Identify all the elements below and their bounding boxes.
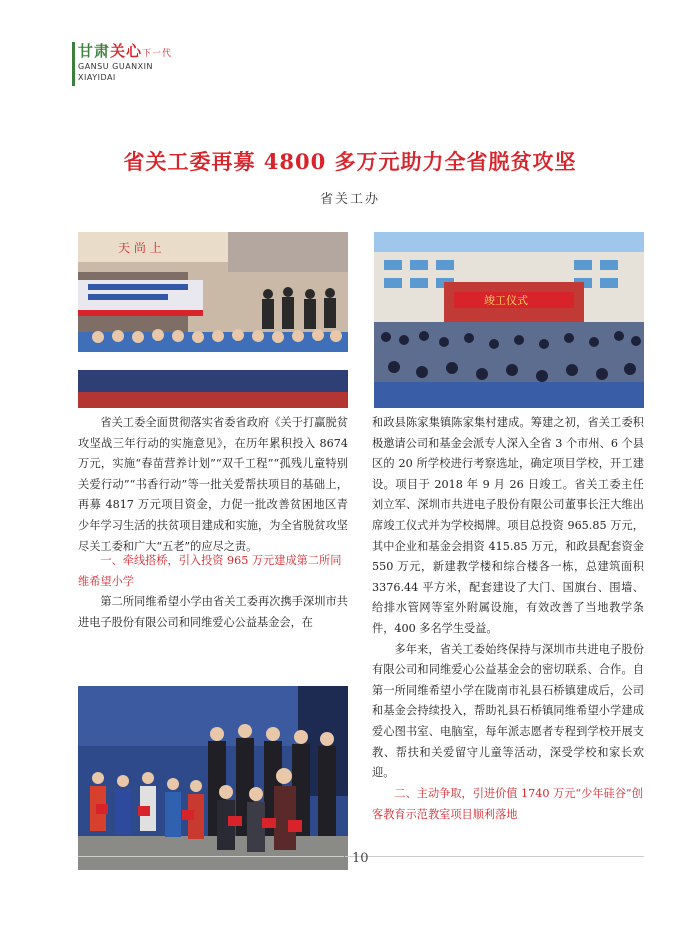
- section-heading-1-wrap: [78, 551, 348, 592]
- logo-text-c: 下一代: [142, 49, 173, 59]
- logo-text-a: 甘肃: [78, 42, 111, 60]
- column-right-text: [372, 413, 644, 784]
- section-heading-2: 二、主动争取，引进价值 1740 万元“少年硅谷”创客教育示范教室项目顺利落地: [372, 787, 643, 821]
- column-left-text: [78, 413, 348, 557]
- photo2-banner: 竣工仪式: [484, 294, 528, 307]
- photo1-banner: 天 尚 上: [118, 241, 162, 255]
- logo-bar: [72, 42, 75, 86]
- article-byline: 省关工办: [319, 192, 380, 207]
- photo-school-building: [374, 232, 644, 408]
- paragraph-cooperation: 多年来，省关工委始终保持与深圳市共进电子股份有限公司和同维爱心公益基金会的密切联系、合作。自第一所同维希望小学在陇南市礼县石桥镇建成后，公司和基金会持续投入，帮助礼县石桥镇同维希望小学建成爱心图书室、电脑室，每年派志愿者专程到学校开展支教、帮扶和关爱留守儿童等活动，深受学校和家长欢迎。: [372, 642, 644, 780]
- logo-english-line1: GANSU GUANXIN: [78, 62, 153, 71]
- article-title: 省关工委再募 4800 多万元助力全省脱贫攻坚: [123, 149, 577, 174]
- paragraph-intro: 省关工委全面贯彻落实省委省政府《关于打赢脱贫攻坚战三年行动的实施意见》，在历年累积投入 8674 万元，实施“春苗营养计划”“双千工程”“孤残儿童特别关爱行动”“书香行动”等一批关爱帮扶项目的基础上，再募 4817 万元项目资金，力促一批改善贫困地区青少年学习生活的扶贫项目建成和实施，为全省脱贫攻坚尽关工委和广大“五老”的应尽之责。: [78, 416, 348, 553]
- logo-text-b: 关心: [110, 42, 143, 60]
- section-heading-1: 一、牵线搭桥，引入投资 965 万元建成第二所同维希望小学: [78, 554, 342, 588]
- photo-ceremony-students: [78, 232, 348, 408]
- paragraph-school-intro: 第二所同维希望小学由省关工委再次携手深圳市共进电子股份有限公司和同维爱心公益基金会，在: [78, 595, 348, 629]
- footer-tick: [344, 848, 345, 866]
- column-left-text-2: [78, 592, 348, 633]
- page-number: 10: [352, 851, 369, 866]
- paragraph-school-details: 和政县陈家集镇陈家集村建成。筹建之初，省关工委积极邀请公司和基金会派专人深入全省 3 个市州、6 个县区的 20 所学校进行考察选址，确定项目学校，开工建设。项目于 2018 年 9 月 26 日竣工。省关工委主任刘立军、深圳市共进电子股份有限公司董事长汪大维出席竣工仪式并为学校揭牌。项目总投资 965.85 万元，其中企业和基金会捐资 415.85 万元，和政县配套资金 550 万元，新建教学楼和综合楼各一栋，总建筑面积 3376.44 平方米，配套建设了大门、国旗台、围墙、给排水管网等室外附属设施，有效改善了当地教学条件，400 多名学生受益。: [372, 416, 644, 635]
- section-heading-2-wrap: [372, 784, 644, 825]
- photo-students-donation: [78, 686, 348, 870]
- magazine-logo: [78, 40, 198, 90]
- logo-english-line2: XIAYIDAI: [78, 73, 116, 82]
- logo-chinese: [78, 40, 172, 61]
